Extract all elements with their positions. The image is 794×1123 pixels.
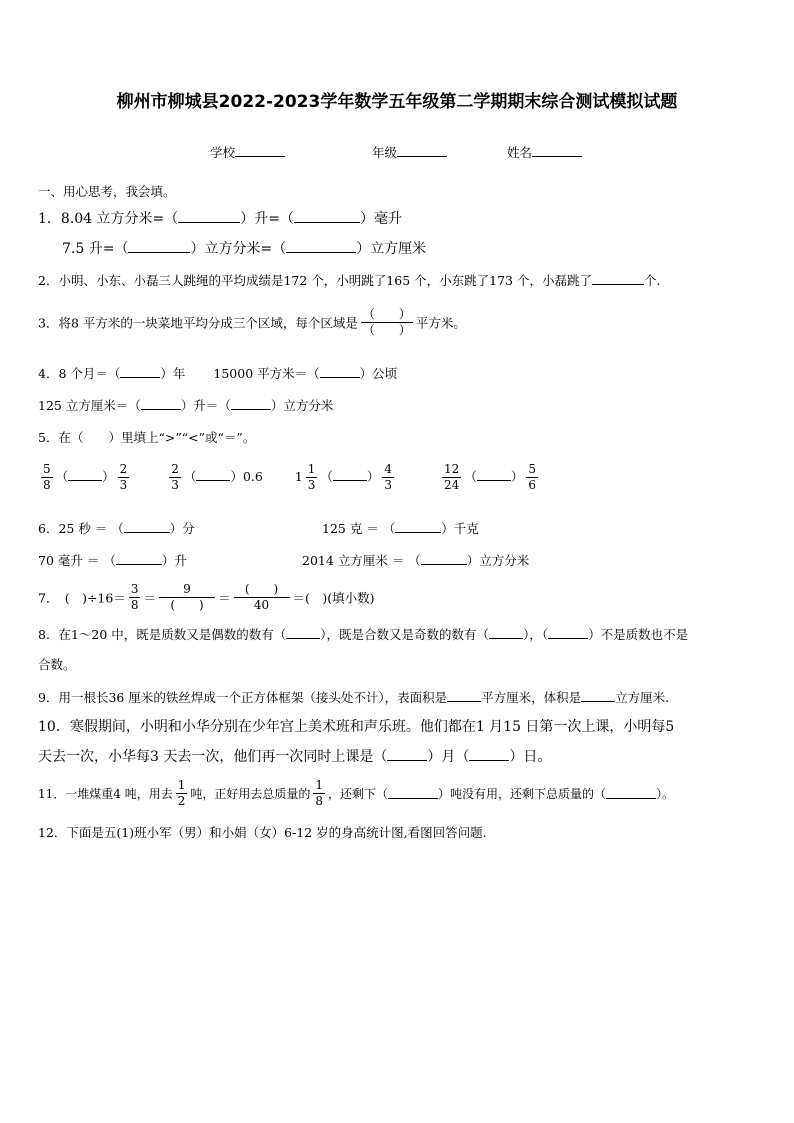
question-4-line-1	[38, 364, 397, 382]
q6-text-a: 6．25 秒 ＝ （	[38, 521, 124, 536]
question-6-line-1b	[322, 519, 479, 537]
fraction-denominator: 3	[384, 478, 393, 492]
q9-text-c: 立方厘米.	[615, 690, 670, 705]
q8-text-d: ）不是质数也不是	[588, 627, 689, 642]
answer-blank[interactable]	[333, 470, 367, 481]
q7-text-end: ＝( )(填小数)	[292, 590, 375, 606]
q6-text-c: 125 克 ＝ （	[322, 521, 396, 536]
question-9	[38, 688, 669, 706]
equals-sign: ＝	[218, 590, 231, 606]
fraction-denominator: 8	[315, 794, 324, 808]
q1-number: 1．	[38, 211, 61, 227]
bracket-open: （	[55, 469, 69, 484]
q3-end: 平方米。	[415, 315, 466, 331]
fraction-numerator: （ ）	[362, 307, 411, 321]
fraction-numerator: 5	[528, 462, 536, 476]
q6-text-h: ）立方分米	[466, 553, 530, 568]
answer-blank[interactable]	[606, 788, 656, 799]
bracket-close: ）0.6	[230, 469, 263, 484]
answer-blank[interactable]	[294, 212, 360, 223]
q3-text: 3．将8 平方米的一块菜地平均分成三个区域，每个区域是	[38, 315, 358, 331]
q10-text-a: 天去一次，小华每3 天去一次，他们再一次同时上课是（	[38, 749, 388, 765]
q8-text-c: ），（	[523, 627, 549, 642]
answer-blank[interactable]	[286, 628, 320, 639]
comparison-item-3	[294, 462, 401, 492]
q2-text: 2．小明、小东、小磊三人跳绳的平均成绩是172 个，小明跳了165 个，小东跳了173 个，小磊跳了	[38, 273, 592, 288]
fraction-numerator: 1	[177, 778, 186, 792]
fraction-numerator: 2	[119, 462, 128, 476]
comparison-item-4	[439, 462, 541, 492]
question-8-line-2: 合数。	[38, 657, 76, 672]
question-10-line-1: 10．寒假期间，小明和小华分别在少年宫上美术班和声乐班。他们都在1 月15 日第一次上课，小明每5	[38, 719, 675, 735]
q10-text-b: ）月（	[427, 749, 470, 765]
question-4-line-2	[38, 396, 333, 414]
question-7	[38, 582, 375, 613]
answer-blank[interactable]	[548, 628, 588, 639]
q4-text-f: ）升＝（	[180, 398, 231, 413]
q1-text-c: ）毫升	[360, 211, 403, 227]
fraction-denominator: 24	[444, 478, 460, 492]
answer-blank[interactable]	[68, 470, 102, 481]
answer-blank[interactable]	[395, 522, 441, 533]
answer-blank[interactable]	[286, 242, 356, 253]
q6-text-g: 2014 立方厘米 ＝ （	[302, 553, 421, 568]
q3-fraction[interactable]	[361, 307, 413, 338]
comparison-item-1	[38, 462, 136, 492]
question-1-line-1	[38, 208, 402, 228]
answer-blank[interactable]	[178, 212, 240, 223]
q1-text-b: ）升=（	[240, 211, 295, 227]
fraction-numerator: 1	[315, 778, 324, 792]
question-1-line-2	[62, 238, 426, 258]
q11-text-b: 吨，正好用去总质量的	[190, 787, 311, 801]
fraction-numerator: 4	[384, 462, 393, 476]
answer-blank[interactable]	[592, 274, 644, 285]
bracket-close: ）	[366, 469, 380, 484]
q10-text-c: ）日。	[509, 749, 552, 765]
q4-text-g: ）立方分米	[270, 398, 334, 413]
answer-blank[interactable]	[141, 399, 181, 410]
q6-text-d: ）千克	[441, 521, 479, 536]
equals-sign: ＝	[143, 590, 156, 606]
fraction-denominator: （ ）	[362, 323, 411, 337]
fraction-denominator: 8	[130, 598, 139, 612]
q1-text-a: 8.04 立方分米=（	[60, 211, 179, 227]
question-8-line-1	[38, 625, 688, 643]
question-2	[38, 271, 660, 289]
answer-blank[interactable]	[128, 242, 190, 253]
fraction-denominator: 6	[528, 478, 536, 492]
bracket-open: （	[183, 469, 197, 484]
q4-text-e: 125 立方厘米＝（	[38, 398, 141, 413]
bracket-close: ）	[510, 469, 524, 484]
mixed-whole: 1	[294, 469, 303, 484]
q11-text-a: 11．一堆煤重4 吨，用去	[38, 787, 173, 801]
fraction-numerator: 9	[159, 582, 215, 598]
answer-blank[interactable]	[477, 470, 511, 481]
fraction-numerator[interactable]: ( )	[234, 582, 290, 598]
fraction-numerator: 12	[444, 462, 460, 476]
q11-text-d: ）吨没有用，还剩下总质量的（	[438, 787, 607, 801]
grade-blank[interactable]	[397, 146, 447, 157]
q11-text-e: ）。	[656, 787, 675, 801]
answer-blank[interactable]	[469, 750, 509, 761]
answer-blank[interactable]	[387, 750, 427, 761]
question-11	[38, 778, 674, 809]
q6-text-f: ）升	[161, 553, 187, 568]
fraction-numerator: 3	[130, 582, 139, 596]
q7-text-a: 7． ( )÷16＝	[38, 590, 126, 606]
q2-end: 个.	[643, 273, 661, 288]
answer-blank[interactable]	[116, 554, 162, 565]
q6-text-b: ）分	[169, 521, 195, 536]
q1-text-e: ）立方分米=（	[190, 241, 287, 257]
comparison-item-2	[166, 462, 267, 492]
q4-text-c: 15000 平方米＝（	[213, 366, 320, 381]
fraction-denominator: 8	[43, 478, 51, 492]
fraction-denominator: 3	[119, 478, 128, 492]
school-field	[210, 143, 285, 161]
question-10-line-2	[38, 746, 551, 766]
answer-blank[interactable]	[388, 788, 438, 799]
fraction-denominator: 3	[171, 478, 179, 492]
q6-text-e: 70 毫升 ＝ （	[38, 553, 116, 568]
grade-label: 年级	[372, 145, 398, 160]
fraction-denominator: 3	[307, 478, 316, 492]
grade-field	[372, 143, 447, 161]
fraction-denominator: 40	[253, 598, 270, 612]
question-6-line-2b	[302, 551, 529, 569]
fraction-numerator: 5	[43, 462, 51, 476]
q4-text-d: ）公顷	[359, 366, 398, 381]
q1-text-d: 7.5 升=（	[62, 241, 129, 257]
fraction-denominator: 2	[177, 794, 186, 808]
fraction-numerator: 1	[307, 462, 316, 476]
question-5-items	[38, 462, 541, 493]
q4-text-b: ）年	[160, 366, 186, 381]
q8-text-b: ），既是合数又是奇数的数有（	[320, 627, 490, 642]
school-label: 学校	[210, 145, 236, 160]
answer-blank[interactable]	[231, 399, 271, 410]
school-blank[interactable]	[235, 146, 285, 157]
question-6-line-1	[38, 519, 195, 537]
question-5: 5．在（ ）里填上“>”“<”或“＝”。	[38, 430, 256, 445]
name-label: 姓名	[507, 145, 533, 160]
q4-text-a: 4．8 个月＝（	[38, 366, 121, 381]
answer-blank[interactable]	[320, 367, 360, 378]
answer-blank[interactable]	[581, 691, 615, 702]
bracket-open: （	[320, 469, 333, 484]
answer-blank[interactable]	[124, 522, 170, 533]
q9-text-a: 9．用一根长36 厘米的铁丝焊成一个正方体框架（接头处不计），表面积是	[38, 690, 448, 705]
question-6-line-2	[38, 551, 187, 569]
question-3	[38, 307, 466, 338]
answer-blank[interactable]	[120, 367, 160, 378]
name-field	[507, 143, 582, 161]
answer-blank[interactable]	[421, 554, 467, 565]
answer-blank[interactable]	[447, 691, 481, 702]
page-title: 柳州市柳城县2022-2023学年数学五年级第二学期期末综合测试模拟试题	[116, 92, 678, 112]
q11-text-c: ，还剩下（	[328, 787, 389, 801]
answer-blank[interactable]	[489, 628, 523, 639]
q1-text-f: ）立方厘米	[356, 241, 427, 257]
bracket-open: （	[464, 469, 477, 484]
question-12: 12．下面是五(1)班小军（男）和小娟（女）6-12 岁的身高统计图,看图回答问题.	[38, 825, 487, 840]
q8-text-a: 8．在1～20 中，既是质数又是偶数的数有（	[38, 627, 287, 642]
answer-blank[interactable]	[196, 470, 230, 481]
section-heading: 一、用心思考，我会填。	[38, 184, 176, 199]
name-blank[interactable]	[532, 146, 582, 157]
fraction-denominator[interactable]: ( )	[170, 598, 204, 612]
bracket-close: ）	[102, 469, 115, 484]
q9-text-b: 平方厘米，体积是	[481, 690, 582, 705]
fraction-numerator: 2	[171, 462, 179, 476]
